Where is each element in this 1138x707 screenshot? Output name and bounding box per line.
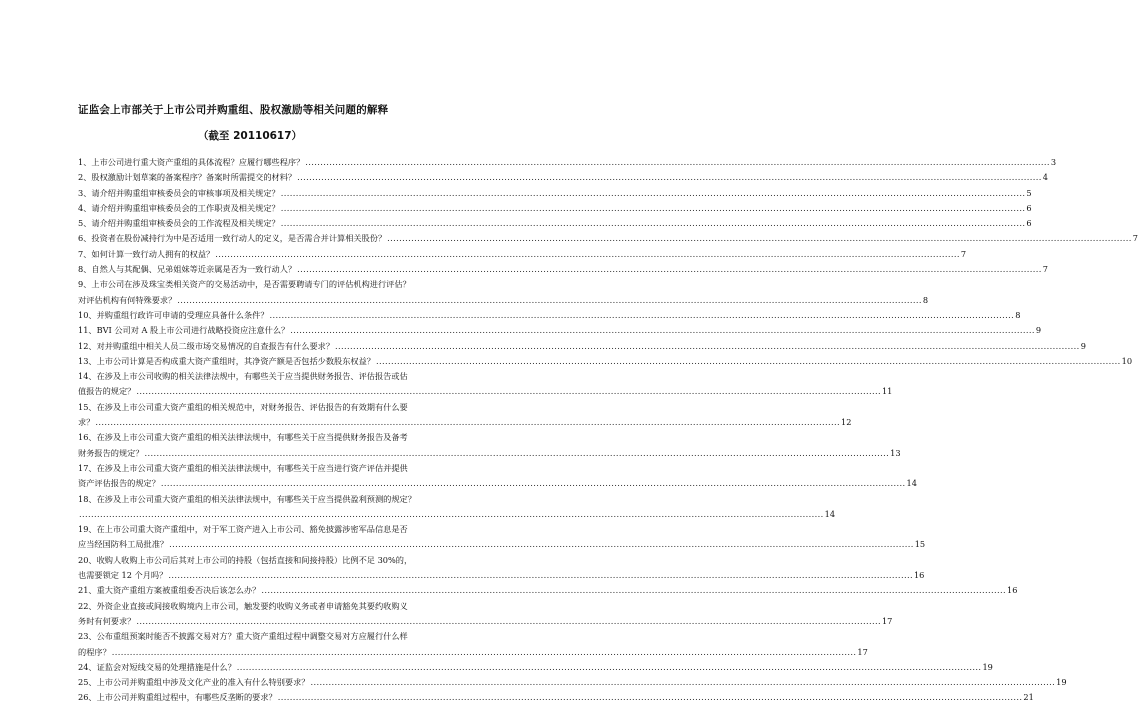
toc-leader-dots bbox=[310, 675, 1055, 690]
toc-entry-text-line: 9、上市公司在涉及珠宝类相关资产的交易活动中，是否需要聘请专门的评估机构进行评估？ bbox=[78, 279, 411, 290]
toc-entry[interactable] bbox=[78, 690, 1034, 705]
toc-leader-dots bbox=[136, 614, 881, 629]
toc-page-number: 5 bbox=[1026, 187, 1032, 198]
toc-entry[interactable] bbox=[78, 323, 1042, 338]
toc-page-number: 21 bbox=[1023, 692, 1034, 703]
toc-page-number: 14 bbox=[906, 478, 917, 489]
toc-entry[interactable] bbox=[78, 629, 868, 660]
toc-entry-text: 务时有何要求？ bbox=[78, 615, 136, 626]
toc-entry-line bbox=[78, 446, 901, 461]
toc-page-number: 17 bbox=[857, 646, 868, 657]
toc-entry-text: 26、上市公司并购重组过程中，有哪些反垄断的要求？ bbox=[78, 692, 277, 703]
toc-entry-text-line: 23、公布重组预案时能否不披露交易对方？重大资产重组过程中调整交易对方应履行什么样 bbox=[78, 631, 408, 642]
toc-entry[interactable] bbox=[78, 675, 1067, 690]
toc-entry-line bbox=[78, 216, 1032, 231]
toc-leader-dots bbox=[270, 308, 1015, 323]
toc-page-number: 10 bbox=[1121, 355, 1133, 366]
toc-entry-text: 10、并购重组行政许可申请的受理应具备什么条件？ bbox=[78, 309, 269, 320]
toc-leader-dots bbox=[281, 186, 1026, 201]
toc-entry-text: 应当经国防科工局批准？ bbox=[78, 539, 169, 550]
toc-entry[interactable] bbox=[78, 277, 929, 308]
toc-entry[interactable] bbox=[78, 231, 1138, 246]
toc-entry-line bbox=[78, 293, 929, 308]
toc-entry[interactable] bbox=[78, 583, 1018, 598]
toc-page-number: 6 bbox=[1026, 218, 1032, 229]
toc-entry-text: 也需要锁定 12 个月吗？ bbox=[78, 570, 168, 581]
toc-entry[interactable] bbox=[78, 155, 1057, 170]
toc-entry[interactable] bbox=[78, 599, 893, 630]
toc-entry-line bbox=[78, 308, 1021, 323]
toc-entry-text-line: 22、外资企业直接或间接收购境内上市公司，触发要约收购义务或者申请豁免其要约收购义 bbox=[78, 600, 408, 611]
toc-page-number: 19 bbox=[982, 661, 993, 672]
toc-entry-line bbox=[78, 476, 917, 491]
toc-leader-dots bbox=[145, 446, 890, 461]
toc-entry-line bbox=[78, 675, 1067, 690]
toc-leader-dots bbox=[376, 354, 1121, 369]
toc-page-number: 9 bbox=[1035, 325, 1042, 336]
toc-leader-dots bbox=[112, 645, 857, 660]
toc-entry[interactable] bbox=[78, 201, 1032, 216]
toc-entry-line bbox=[78, 614, 893, 629]
toc-entry-text: 13、上市公司计算是否构成重大资产重组时，其净资产额是否包括少数股东权益？ bbox=[78, 355, 375, 366]
toc-entry[interactable] bbox=[78, 170, 1048, 185]
document-subtitle: （截至 20110617） bbox=[197, 130, 303, 142]
toc-page-number: 9 bbox=[1080, 340, 1086, 351]
toc-leader-dots bbox=[281, 201, 1026, 216]
toc-entry-text: 12、对并购重组中相关人员二级市场交易情况的自查报告有什么要求？ bbox=[78, 340, 335, 351]
toc-entry-line bbox=[78, 231, 1138, 246]
toc-page-number: 6 bbox=[1026, 202, 1032, 213]
toc-leader-dots bbox=[237, 660, 982, 675]
toc-entry-line bbox=[78, 155, 1057, 170]
toc-entry-line bbox=[78, 201, 1032, 216]
toc-entry-line bbox=[78, 247, 967, 262]
toc-entry-line bbox=[78, 660, 993, 675]
toc-leader-dots bbox=[169, 537, 914, 552]
toc-entry-text: 6、投资者在股份减持行为中是否适用一致行动人的定义，是否需合并计算相关股份？ bbox=[78, 233, 387, 244]
toc-leader-dots bbox=[168, 568, 913, 583]
toc-entry[interactable] bbox=[78, 339, 1086, 354]
toc-entry-text: 1、上市公司进行重大资产重组的具体流程？应履行哪些程序？ bbox=[78, 157, 305, 167]
toc-entry[interactable] bbox=[78, 400, 852, 431]
toc-entry-text: 3、请介绍并购重组审核委员会的审核事项及相关规定？ bbox=[78, 187, 280, 198]
toc-leader-dots bbox=[335, 339, 1080, 354]
toc-entry-line bbox=[78, 186, 1032, 201]
toc-entry-text: 的程序？ bbox=[78, 646, 111, 657]
toc-entry-text-line: 20、收购人收购上市公司后其对上市公司的持股（包括直接和间接持股）比例不足 30%的， bbox=[78, 554, 413, 565]
toc-page-number: 3 bbox=[1050, 157, 1057, 167]
toc-leader-dots bbox=[297, 262, 1042, 277]
toc-page-number: 4 bbox=[1042, 172, 1048, 183]
toc-entry-text: 值报告的规定？ bbox=[78, 386, 136, 397]
toc-leader-dots bbox=[281, 216, 1026, 231]
toc-entry-text: 4、请介绍并购重组审核委员会的工作职责及相关规定？ bbox=[78, 202, 280, 213]
toc-entry[interactable] bbox=[78, 553, 925, 584]
toc-entry-text: 5、请介绍并购重组审核委员会的工作流程及相关规定？ bbox=[78, 218, 280, 229]
toc-entry-text: 8、自然人与其配偶、兄弟姐妹等近亲属是否为一致行动人？ bbox=[78, 264, 297, 275]
toc-leader-dots bbox=[161, 476, 906, 491]
toc-page-number: 12 bbox=[841, 417, 852, 428]
toc-entry-text-line: 16、在涉及上市公司重大资产重组的相关法律法规中，有哪些关于应当提供财务报告及备考 bbox=[78, 432, 408, 443]
toc-entry-line bbox=[78, 690, 1034, 705]
toc-entry[interactable] bbox=[78, 354, 1133, 369]
toc-page-number: 14 bbox=[824, 508, 836, 519]
toc-entry[interactable] bbox=[78, 369, 893, 400]
toc-entry[interactable] bbox=[78, 430, 901, 461]
toc-entry[interactable] bbox=[78, 522, 926, 553]
toc-entry-line bbox=[78, 507, 836, 522]
toc-entry[interactable] bbox=[78, 186, 1032, 201]
toc-page-number: 15 bbox=[914, 539, 926, 550]
toc-page-number: 11 bbox=[881, 386, 893, 397]
toc-page-number: 8 bbox=[1015, 309, 1021, 320]
toc-entry[interactable] bbox=[78, 216, 1032, 231]
toc-entry-line bbox=[78, 354, 1133, 369]
toc-entry-text-line: 18、在涉及上市公司重大资产重组的相关法律法规中，有哪些关于应当提供盈利预测的规定？ bbox=[78, 493, 416, 504]
toc-entry-line bbox=[78, 339, 1086, 354]
toc-entry-line bbox=[78, 537, 926, 552]
toc-page-number: 7 bbox=[1132, 233, 1138, 244]
toc-entry-text: 2、股权激励计划草案的备案程序？备案时所需提交的材料？ bbox=[78, 172, 297, 183]
toc-entry-line bbox=[78, 170, 1048, 185]
toc-entry-line bbox=[78, 415, 852, 430]
toc-page-number: 17 bbox=[881, 615, 893, 626]
toc-page-number: 16 bbox=[913, 570, 925, 581]
toc-entry[interactable] bbox=[78, 492, 836, 523]
toc-entry[interactable] bbox=[78, 308, 1021, 323]
toc-entry[interactable] bbox=[78, 262, 1048, 277]
toc-entry-text: 对评估机构有何特殊要求？ bbox=[78, 294, 177, 305]
toc-entry-text: 21、重大资产重组方案被重组委否决后该怎么办？ bbox=[78, 585, 261, 596]
toc-entry-text: 11、BVI 公司对 A 股上市公司进行战略投资应注意什么？ bbox=[78, 325, 290, 336]
toc-leader-dots bbox=[215, 247, 960, 262]
toc-page-number: 19 bbox=[1056, 677, 1067, 688]
toc-leader-dots bbox=[95, 415, 840, 430]
toc-leader-dots bbox=[261, 583, 1006, 598]
toc-leader-dots bbox=[305, 155, 1050, 170]
toc-page-number: 7 bbox=[960, 248, 967, 259]
toc-entry-line bbox=[78, 262, 1048, 277]
toc-leader-dots bbox=[136, 384, 881, 399]
toc-entry-text-line: 19、在上市公司重大资产重组中，对于军工资产进入上市公司、豁免披露涉密军品信息是否 bbox=[78, 524, 408, 535]
toc-entry-text-line: 15、在涉及上市公司重大资产重组的相关规范中，对财务报告、评估报告的有效期有什么要 bbox=[78, 401, 408, 412]
toc-entry-line bbox=[78, 568, 925, 583]
toc-entry-line bbox=[78, 384, 893, 399]
table-of-contents bbox=[78, 155, 1138, 706]
toc-entry-line bbox=[78, 323, 1042, 338]
document-title: 证监会上市部关于上市公司并购重组、股权激励等相关问题的解释 bbox=[78, 104, 389, 116]
toc-leader-dots bbox=[79, 507, 824, 522]
toc-entry[interactable] bbox=[78, 660, 993, 675]
toc-page-number: 16 bbox=[1007, 585, 1018, 596]
toc-entry-text: 25、上市公司并购重组中涉及文化产业的准入有什么特别要求？ bbox=[78, 677, 310, 688]
toc-entry-line bbox=[78, 645, 868, 660]
toc-leader-dots bbox=[290, 323, 1035, 338]
toc-page-number: 8 bbox=[922, 294, 929, 305]
toc-entry-text: 7、如何计算一致行动人拥有的权益？ bbox=[78, 248, 215, 259]
toc-entry[interactable] bbox=[78, 247, 967, 262]
toc-entry-text: 财务报告的规定？ bbox=[78, 447, 144, 458]
toc-page-number: 7 bbox=[1042, 264, 1048, 275]
toc-leader-dots bbox=[177, 293, 922, 308]
toc-entry-text-line: 14、在涉及上市公司收购的相关法律法规中，有哪些关于应当提供财务报告、评估报告或估 bbox=[78, 371, 408, 382]
toc-entry-text: 求？ bbox=[78, 417, 95, 428]
toc-entry-text: 24、证监会对短线交易的处理措施是什么？ bbox=[78, 661, 236, 672]
toc-page-number: 13 bbox=[890, 447, 901, 458]
toc-entry-text-line: 17、在涉及上市公司重大资产重组的相关法律法规中，有哪些关于应当进行资产评估并提供 bbox=[78, 462, 408, 473]
toc-entry-text: 资产评估报告的规定？ bbox=[78, 478, 160, 489]
toc-leader-dots bbox=[297, 170, 1042, 185]
toc-entry[interactable] bbox=[78, 461, 917, 492]
toc-entry-line bbox=[78, 583, 1018, 598]
toc-leader-dots bbox=[278, 690, 1023, 705]
toc-leader-dots bbox=[387, 231, 1132, 246]
